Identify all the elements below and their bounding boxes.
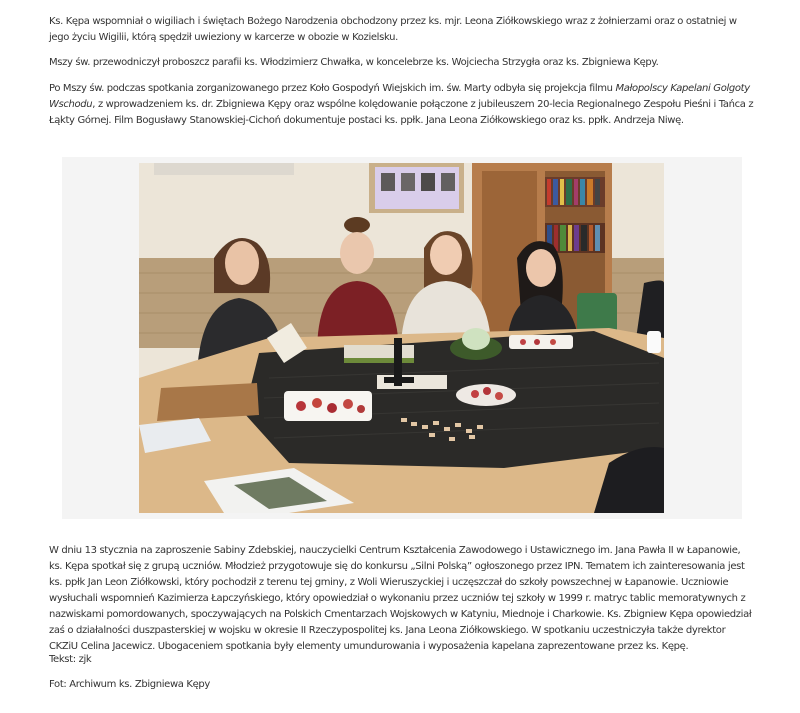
- portrait-icon: [381, 173, 395, 191]
- figure-frame: [62, 157, 742, 519]
- paragraph-film-text-after: , z wprowadzeniem ks. dr. Zbigniewa Kępy oraz wspólne kolędowanie połączone z jubileuszem 20-lecia Regionalnego Zespołu Pieśni i Tańca z Łąkty Górnej. Film Bogusławy Stanowskiej-Cichoń dokumentuje postaci ks. ppłk. Jana Leona Ziółkowskiego oraz ks. ppłk. Andrzeja Niwę.: [49, 99, 754, 126]
- cup: [647, 331, 661, 353]
- portrait-icon: [441, 173, 455, 191]
- paragraph-student-meeting: W dniu 13 stycznia na zaproszenie Sabiny Zdebskiej, nauczycielki Centrum Kształcenia Zawodowego i Ustawicznego im. Jana Pawła II w Łapanowie, ks. Kępa spotkał się z grupą uczniów. Młodzież przygotowuje się do konkursu „Silni Polską” ogłoszonego przez IPN. Tematem ich zainteresowania jest ks. ppłk Jan Leon Ziółkowski, który pochodził z terenu tej gminy, z Woli Wieruszyckiej i uczęszczał do szkoły powszechnej w Łapanowie. Uczniowie wysłuchali wspomnień Kazimierza Łapczyńskiego, który opowiedział o wykonaniu przez uczniów tej szkoły w 1999 r. matryc tablic memoratywnych z nazwiskami pomordowanych, spoczywających na Polskich Cmentarzach Wojskowych w Katyniu, Miednoje i Charkowie. Ks. Zbigniew Kępa opowiedział zaś o działalności duszpasterskiej w wojsku w okresie II Rzeczypospolitej ks. Jana Leona Ziółkowskiego. W spotkaniu uczestniczyła także dyrektor CKZiU Celina Jacewicz. Ubogaceniem spotkania były elementy umundurowania i wyposażenia kapelana zaprezentowane przez ks. Kępę.: [49, 545, 752, 652]
- meeting-photo[interactable]: [139, 163, 664, 513]
- portrait-icon: [401, 173, 415, 191]
- chair: [577, 293, 617, 333]
- text-credit: Tekst: zjk: [49, 654, 92, 665]
- paragraph-film-screening: [49, 81, 755, 129]
- paragraph-mass: Mszy św. przewodniczył proboszcz parafii ks. Włodzimierz Chwałka, w koncelebrze ks. Wojciecha Strzygła oraz ks. Zbigniewa Kępy.: [49, 57, 659, 68]
- paragraph-vigil: Ks. Kępa wspomniał o wigiliach i świętach Bożego Narodzenia obchodzony przez ks. mjr. Leona Ziółkowskiego wraz z żołnierzami oraz o ostatniej w jego życiu Wigilii, którą spędził uwieziony w karcerze w obozie w Kozielsku.: [49, 16, 737, 43]
- photo-credit: Fot: Archiwum ks. Zbigniewa Kępy: [49, 679, 210, 690]
- cookie-plate: [509, 335, 573, 349]
- film-title: Małopolscy Kapelani Golgoty Wschodu: [49, 83, 750, 110]
- paragraph-film-text-before: Po Mszy św. podczas spotkania zorganizowanego przez Koło Gospodyń Wiejskich im. św. Marty odbyła się projekcja filmu: [49, 83, 616, 94]
- wooden-board: [157, 383, 259, 421]
- meeting-photo-illustration: [139, 163, 664, 513]
- wall-poster: [154, 163, 294, 175]
- portrait-icon: [421, 173, 435, 191]
